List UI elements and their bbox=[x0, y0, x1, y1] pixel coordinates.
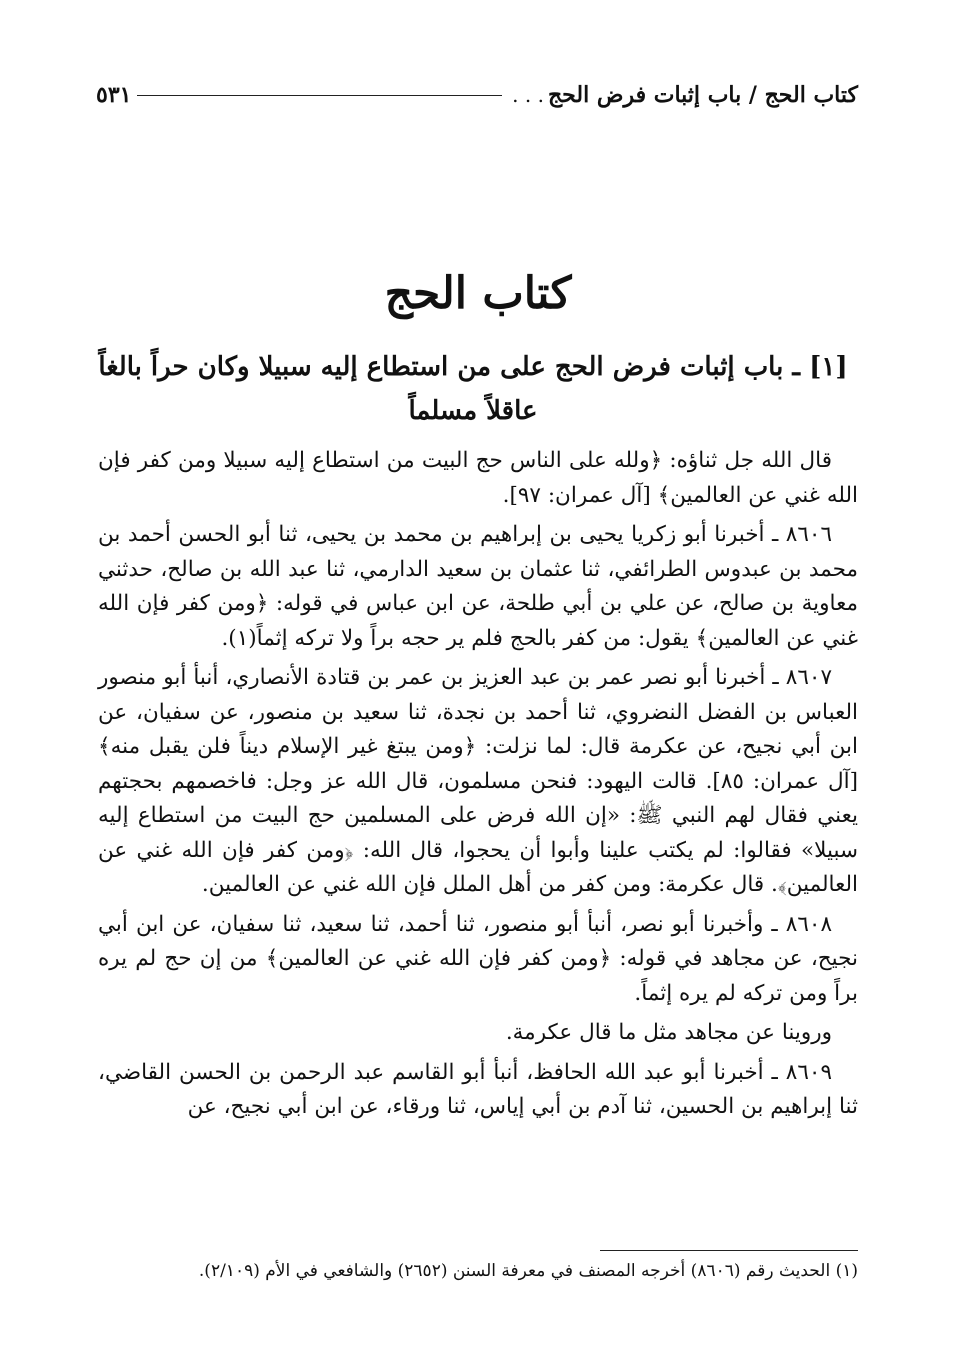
quran-intro-paragraph: قال الله جل ثناؤه: ﴿ولله على الناس حج البيت من استطاع إليه سبيلا ومن كفر فإن الله غني عن العالمين﴾ [آل عمران: ٩٧]. bbox=[98, 448, 858, 508]
hadith-8608: ٨٦٠٨ ـ وأخبرنا أبو نصر، أنبأ أبو منصور، ثنا أحمد، ثنا سعيد، ثنا سفيان، عن ابن أبي نجيح، عن مجاهد في قوله: ﴿ومن كفر فإن الله غني عن العالمين﴾ من إن حج لم يره براً ومن تركه لم يره إثماً. bbox=[98, 911, 858, 1006]
hadith-8606: ٨٦٠٦ ـ أخبرنا أبو زكريا يحيى بن إبراهيم بن محمد بن يحيى، ثنا أبو الحسن أحمد بن محمد بن عبدوس الطرائفي، ثنا عثمان بن سعيد الدارمي، ثنا عبد الله بن صالح، حدثني معاوية بن صالح، عن علي بن أبي طلحة، عن ابن عباس في قوله: ﴿ومن كفر فإن الله غني عن العالمين﴾ يقول: من كفر بالحج فلم ير حجه براً ولا تركه إثماً(١). bbox=[98, 522, 858, 651]
book-title: كتاب الحج bbox=[384, 268, 572, 319]
hadith-8609: ٨٦٠٩ ـ أخبرنا أبو عبد الله الحافظ، أنبأ أبو القاسم عبد الرحمن بن الحسن القاضي، ثنا إبراهيم بن الحسين، ثنا آدم بن أبي إياس، ثنا ورقاء، عن ابن أبي نجيح، عن bbox=[98, 1059, 858, 1119]
footnote: (١) الحديث رقم (٨٦٠٦) أخرجه المصنف في معرفة السنن (٢٦٥٢) والشافعي في الأم (٢/١٠٩). bbox=[198, 1261, 858, 1281]
header-dots: . . . bbox=[512, 83, 544, 107]
running-title: كتاب الحج / باب إثبات فرض الحج bbox=[547, 82, 858, 108]
page-number: ٥٣١ bbox=[96, 82, 132, 108]
chapter-heading: [١] ـ باب إثبات فرض الحج على من استطاع إليه سبيلا وكان حراً بالغاً عاقلاً مسلماً bbox=[98, 352, 848, 426]
header-rule bbox=[137, 95, 502, 96]
body-text bbox=[98, 444, 858, 1130]
footnote-rule bbox=[600, 1250, 858, 1251]
mujahid-note: وروينا عن مجاهد مثل ما قال عكرمة. bbox=[505, 1020, 832, 1045]
running-header bbox=[96, 78, 858, 112]
hadith-8607: ٨٦٠٧ ـ أخبرنا أبو نصر عمر بن عبد العزيز بن عمر بن قتادة الأنصاري، أنبأ أبو منصور العباس بن الفضل النضروي، ثنا أحمد بن نجدة، ثنا سعيد بن منصور، عن سفيان، عن ابن أبي نجيح، عن عكرمة قال: لما نزلت: ﴿ومن يبتغ غير الإسلام ديناً فلن يقبل منه﴾ [آل عمران: ٨٥]. قالت اليهود: فنحن مسلمون، قال الله عز وجل: فاخصمهم بحجتهم يعني فقال لهم النبي ﷺ: «إن الله فرض على المسلمين حج البيت من استطاع إليه سبيلا» فقالوا: لم يكتب علينا وأبوا أن يحجوا، قال الله: ﴿ومن كفر فإن الله غني عن العالمين﴾. قال عكرمة: ومن كفر من أهل الملل فإن الله غني عن العالمين. bbox=[98, 665, 858, 897]
